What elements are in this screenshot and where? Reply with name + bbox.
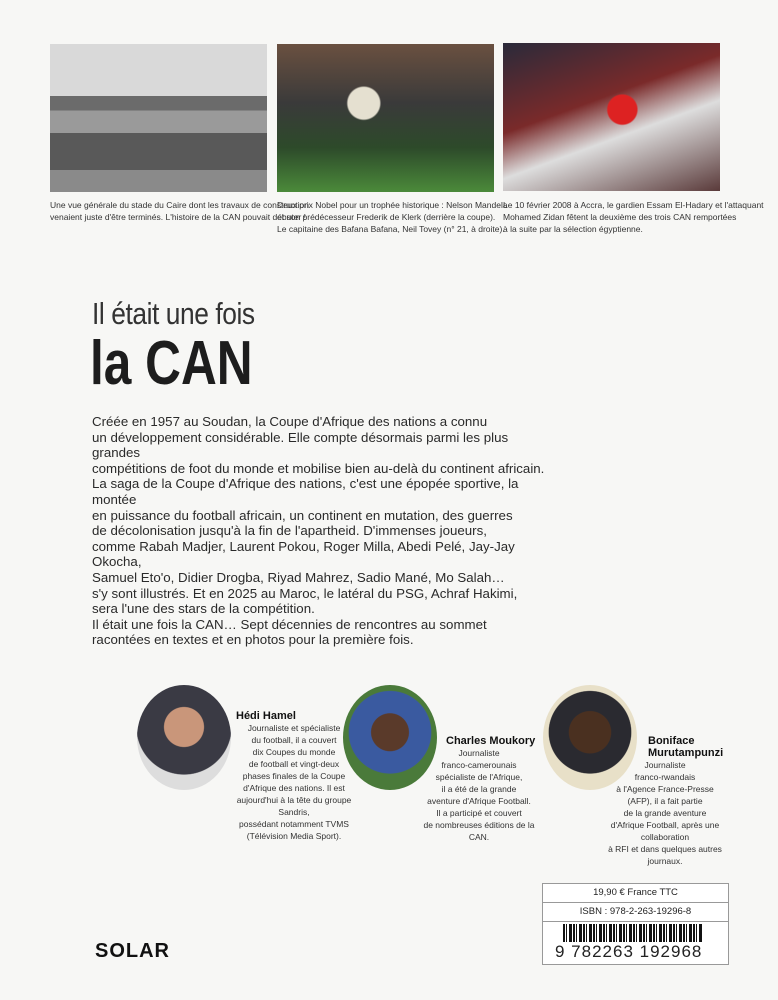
author-name: Boniface Murutampunzi bbox=[648, 735, 724, 759]
photo-egypt-celebration bbox=[503, 43, 720, 191]
isbn: ISBN : 978-2-263-19296-8 bbox=[543, 903, 728, 922]
author-1 bbox=[236, 698, 352, 842]
caption-1: Une vue générale du stade du Caire dont les travaux de construction venaient juste d'être terminés. L'histoire de la CAN pouvait débuter ! bbox=[50, 200, 309, 222]
author-bio: Journaliste franco-rwandais à l'Agence France-Presse (AFP), il a fait partie de la grande aventure d'Afrique Football, après une collaboration à RFI et dans quelques autres journaux. bbox=[608, 760, 722, 866]
photo-mandela-trophy bbox=[277, 44, 494, 192]
author-bio: Journaliste et spécialiste du football, il a couvert dix Coupes du monde de football et vingt-deux phases finales de la Coupe d'Afrique des nations. Il est aujourd'hui à la tête du groupe Sandris, possédant notamment TVMS (Télévision Media Sport). bbox=[236, 723, 352, 841]
author-3 bbox=[600, 723, 730, 867]
barcode-box bbox=[542, 883, 729, 965]
title-line-1: Il était une fois bbox=[92, 296, 255, 331]
author-2 bbox=[420, 723, 538, 843]
publisher-logo: SOLAR bbox=[95, 940, 170, 962]
caption-2: Deux prix Nobel pour un trophée historique : Nelson Mandela et son prédécesseur Frederik de Klerk (derrière la coupe). Le capitaine des Bafana Bafana, Neil Tovey (n° 21, à droite). bbox=[277, 200, 508, 234]
author-name: Hédi Hamel bbox=[236, 710, 296, 722]
title-line-2: la CAN bbox=[90, 329, 253, 398]
author-name: Charles Moukory bbox=[446, 735, 536, 747]
avatar-hedi-hamel bbox=[137, 685, 231, 790]
author-bio: Journaliste franco-camerounais spécialiste de l'Afrique, il a été de la grande aventure d'Afrique Football. Il a participé et couvert de nombreuses éditions de la CAN. bbox=[423, 748, 535, 842]
photo-cairo-stadium bbox=[50, 44, 267, 192]
price: 19,90 € France TTC bbox=[543, 884, 728, 903]
barcode-number: 9 782263 192968 bbox=[555, 942, 703, 961]
caption-3: Le 10 février 2008 à Accra, le gardien Essam El-Hadary et l'attaquant Mohamed Zidan fêtent la deuxième des trois CAN remportées à la suite par la sélection égyptienne. bbox=[503, 200, 764, 234]
blurb-text: Créée en 1957 au Soudan, la Coupe d'Afrique des nations a connu un développement considérable. Elle compte désormais parmi les plus grandes compétitions de foot du monde et mobilise bien au-delà du continent africain. La saga de la Coupe d'Afrique des nations, c'est une épopée sportive, la montée en puissance du football africain, un continent en mutation, des guerres de décolonisation jusqu'à la fin de l'apartheid. D'immenses joueurs, comme Rabah Madjer, Laurent Pokou, Roger Milla, Abedi Pelé, Jay-Jay Okocha, Samuel Eto'o, Didier Drogba, Riyad Mahrez, Sadio Mané, Mo Salah… s'y sont illustrés. Et en 2025 au Maroc, le latéral du PSG, Achraf Hakimi, sera l'une des stars de la compétition. Il était une fois la CAN… Sept décennies de rencontres au sommet racontées en textes et en photos pour la première fois. bbox=[92, 414, 545, 648]
